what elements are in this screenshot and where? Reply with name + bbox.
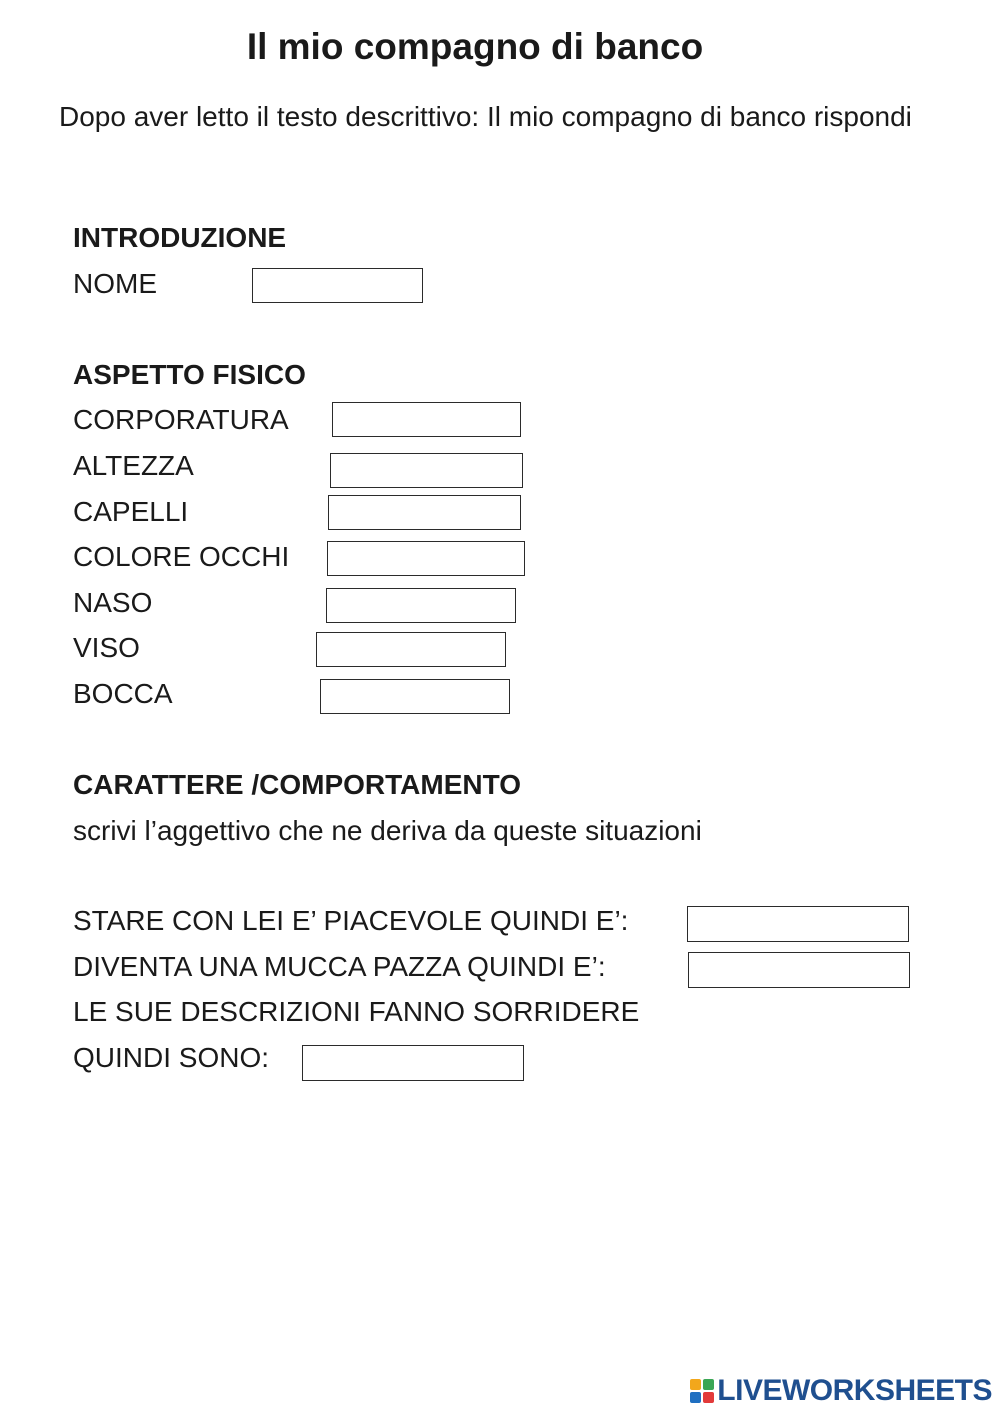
liveworksheets-logo [690, 1374, 992, 1408]
section-heading-carattere: CARATTERE /COMPORTAMENTO [73, 769, 521, 800]
piacevole-answer-input[interactable] [687, 906, 909, 942]
label-nome: NOME [73, 268, 157, 299]
label-colore-occhi: COLORE OCCHI [73, 541, 290, 572]
question-descrizioni-line1: LE SUE DESCRIZIONI FANNO SORRIDERE [73, 996, 640, 1027]
liveworksheets-brand: LIVEWORKSHEETS [717, 1374, 992, 1407]
label-naso: NASO [73, 587, 153, 618]
naso-input[interactable] [326, 588, 516, 623]
viso-input[interactable] [316, 632, 506, 667]
nome-input[interactable] [252, 268, 423, 303]
intro-text: Dopo aver letto il testo descrittivo: Il mio compagno di banco rispondi [59, 101, 912, 132]
page-title: Il mio compagno di banco [246, 26, 704, 67]
label-viso: VISO [73, 632, 140, 663]
question-descrizioni-line2: QUINDI SONO: [73, 1042, 270, 1073]
section-heading-introduzione: INTRODUZIONE [73, 222, 287, 253]
colore-occhi-input[interactable] [327, 541, 525, 576]
altezza-input[interactable] [330, 453, 523, 488]
logo-square-icon [703, 1392, 714, 1403]
bocca-input[interactable] [320, 679, 510, 714]
label-bocca: BOCCA [73, 678, 173, 709]
label-altezza: ALTEZZA [73, 450, 194, 481]
logo-square-icon [703, 1379, 714, 1390]
section-heading-aspetto-fisico: ASPETTO FISICO [73, 359, 306, 390]
label-corporatura: CORPORATURA [73, 404, 289, 435]
liveworksheets-mark-icon [690, 1379, 714, 1403]
question-mucca-pazza: DIVENTA UNA MUCCA PAZZA QUINDI E’: [73, 951, 606, 982]
carattere-instruction: scrivi l’aggettivo che ne deriva da queste situazioni [73, 815, 702, 846]
descrizioni-answer-input[interactable] [302, 1045, 524, 1081]
question-piacevole: STARE CON LEI E’ PIACEVOLE QUINDI E’: [73, 905, 629, 936]
mucca-pazza-answer-input[interactable] [688, 952, 910, 988]
capelli-input[interactable] [328, 495, 521, 530]
logo-square-icon [690, 1392, 701, 1403]
logo-square-icon [690, 1379, 701, 1390]
corporatura-input[interactable] [332, 402, 521, 437]
label-capelli: CAPELLI [73, 496, 189, 527]
